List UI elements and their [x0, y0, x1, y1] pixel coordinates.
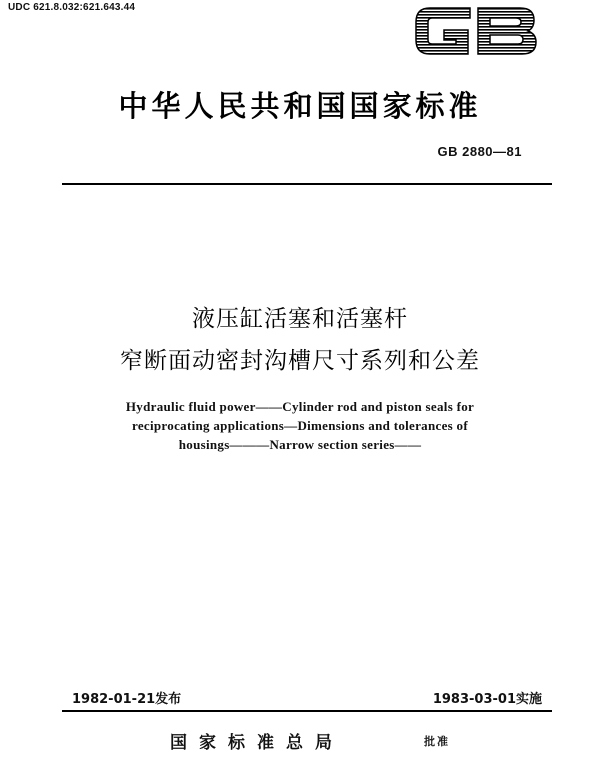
chinese-title-line-1: 液压缸活塞和活塞杆: [192, 306, 408, 332]
issuing-authority: 国家标准总局: [170, 733, 344, 753]
standard-code: GB 2880—81: [437, 144, 522, 159]
header-divider: [62, 183, 552, 185]
implementation-date: 1983-03-01实施: [432, 692, 542, 707]
english-title-line-2: reciprocating applications—Dimensions and tolerances of: [132, 418, 468, 433]
udc-classification: UDC 621.8.032:621.643.44: [8, 2, 136, 13]
footer-divider: [62, 710, 552, 712]
approval-label: 批准: [424, 735, 450, 748]
english-title-line-3: housings———Narrow section series——: [178, 437, 422, 452]
gb-logo-icon: [408, 2, 544, 58]
english-title-line-1: Hydraulic fluid power——Cylinder rod and piston seals for: [125, 399, 475, 414]
national-standard-title: 中华人民共和国国家标准: [118, 89, 482, 123]
chinese-title-line-2: 窄断面动密封沟槽尺寸系列和公差: [120, 348, 480, 374]
issue-date: 1982-01-21发布: [72, 692, 182, 707]
